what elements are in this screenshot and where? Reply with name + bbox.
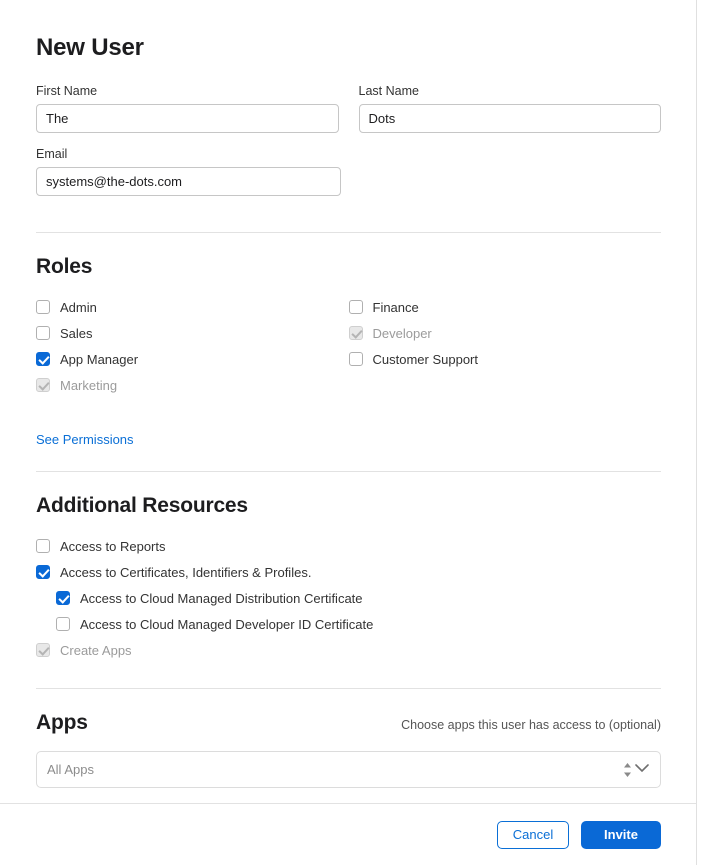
checkbox-box[interactable]	[36, 539, 50, 553]
checkbox-box	[36, 378, 50, 392]
role-checkbox-sales[interactable]	[36, 323, 349, 343]
roles-column-left	[36, 297, 349, 401]
apps-select-placeholder: All Apps	[47, 762, 94, 777]
invite-button[interactable]: Invite	[581, 821, 661, 849]
role-label: Finance	[372, 299, 419, 315]
last-name-field-group	[359, 84, 662, 133]
checkbox-box[interactable]	[36, 565, 50, 579]
email-field-group	[36, 147, 341, 196]
checkbox-box[interactable]	[36, 300, 50, 314]
checkbox-box[interactable]	[36, 352, 50, 366]
role-checkbox-admin[interactable]	[36, 297, 349, 317]
role-label: App Manager	[60, 351, 139, 367]
role-checkbox-marketing	[36, 375, 349, 395]
roles-columns	[36, 297, 661, 401]
stepper-icon[interactable]	[623, 762, 632, 777]
last-name-input[interactable]	[359, 104, 662, 133]
roles-title: Roles	[36, 255, 93, 278]
role-label: Marketing	[60, 377, 118, 393]
resource-label: Access to Certificates, Identifiers & Profiles.	[60, 564, 312, 580]
dialog-footer	[0, 803, 697, 865]
email-label: Email	[36, 147, 68, 161]
chevron-down-icon[interactable]	[634, 761, 650, 779]
resource-checkbox-certificates-identifiers-profiles[interactable]	[36, 562, 661, 582]
role-label: Admin	[60, 299, 97, 315]
checkbox-box[interactable]	[56, 617, 70, 631]
roles-section	[36, 233, 661, 471]
email-input[interactable]	[36, 167, 341, 196]
role-checkbox-customer-support[interactable]	[349, 349, 662, 369]
additional-resources-list	[36, 536, 661, 660]
roles-column-right	[349, 297, 662, 401]
role-checkbox-app-manager[interactable]	[36, 349, 349, 369]
stepper-down-icon[interactable]	[623, 771, 632, 777]
page-title: New User	[36, 34, 144, 61]
first-name-input[interactable]	[36, 104, 339, 133]
additional-resources-section	[36, 472, 661, 688]
role-checkbox-developer	[349, 323, 662, 343]
role-label: Customer Support	[372, 351, 478, 367]
resource-checkbox-cloud-managed-developer-id-certificate[interactable]	[36, 614, 661, 634]
stepper-up-icon[interactable]	[623, 762, 632, 768]
resource-label: Access to Cloud Managed Developer ID Certificate	[80, 616, 374, 632]
cancel-button[interactable]: Cancel	[497, 821, 569, 849]
resource-label: Access to Cloud Managed Distribution Certificate	[80, 590, 363, 606]
checkbox-box	[349, 326, 363, 340]
checkbox-box[interactable]	[349, 300, 363, 314]
email-field-row	[36, 147, 661, 196]
role-checkbox-finance[interactable]	[349, 297, 662, 317]
last-name-label: Last Name	[358, 84, 419, 98]
checkbox-box[interactable]	[56, 591, 70, 605]
checkbox-box[interactable]	[36, 326, 50, 340]
resource-checkbox-cloud-managed-distribution-certificate[interactable]	[36, 588, 661, 608]
name-field-row	[36, 84, 661, 133]
apps-section	[36, 689, 661, 803]
resource-checkbox-create-apps	[36, 640, 661, 660]
see-permissions-link[interactable]: See Permissions	[36, 432, 134, 447]
apps-title: Apps	[36, 711, 88, 734]
first-name-field-group	[36, 84, 339, 133]
role-label: Sales	[60, 325, 93, 341]
first-name-label: First Name	[36, 84, 98, 98]
additional-resources-title: Additional Resources	[36, 494, 248, 517]
resource-checkbox-access-to-reports[interactable]	[36, 536, 661, 556]
resource-label: Access to Reports	[60, 538, 166, 554]
checkbox-box	[36, 643, 50, 657]
apps-hint: Choose apps this user has access to (optional)	[401, 718, 661, 732]
apps-header	[36, 711, 661, 735]
apps-select[interactable]	[36, 751, 661, 788]
checkbox-box[interactable]	[349, 352, 363, 366]
role-label: Developer	[372, 325, 432, 341]
resource-label: Create Apps	[60, 642, 132, 658]
